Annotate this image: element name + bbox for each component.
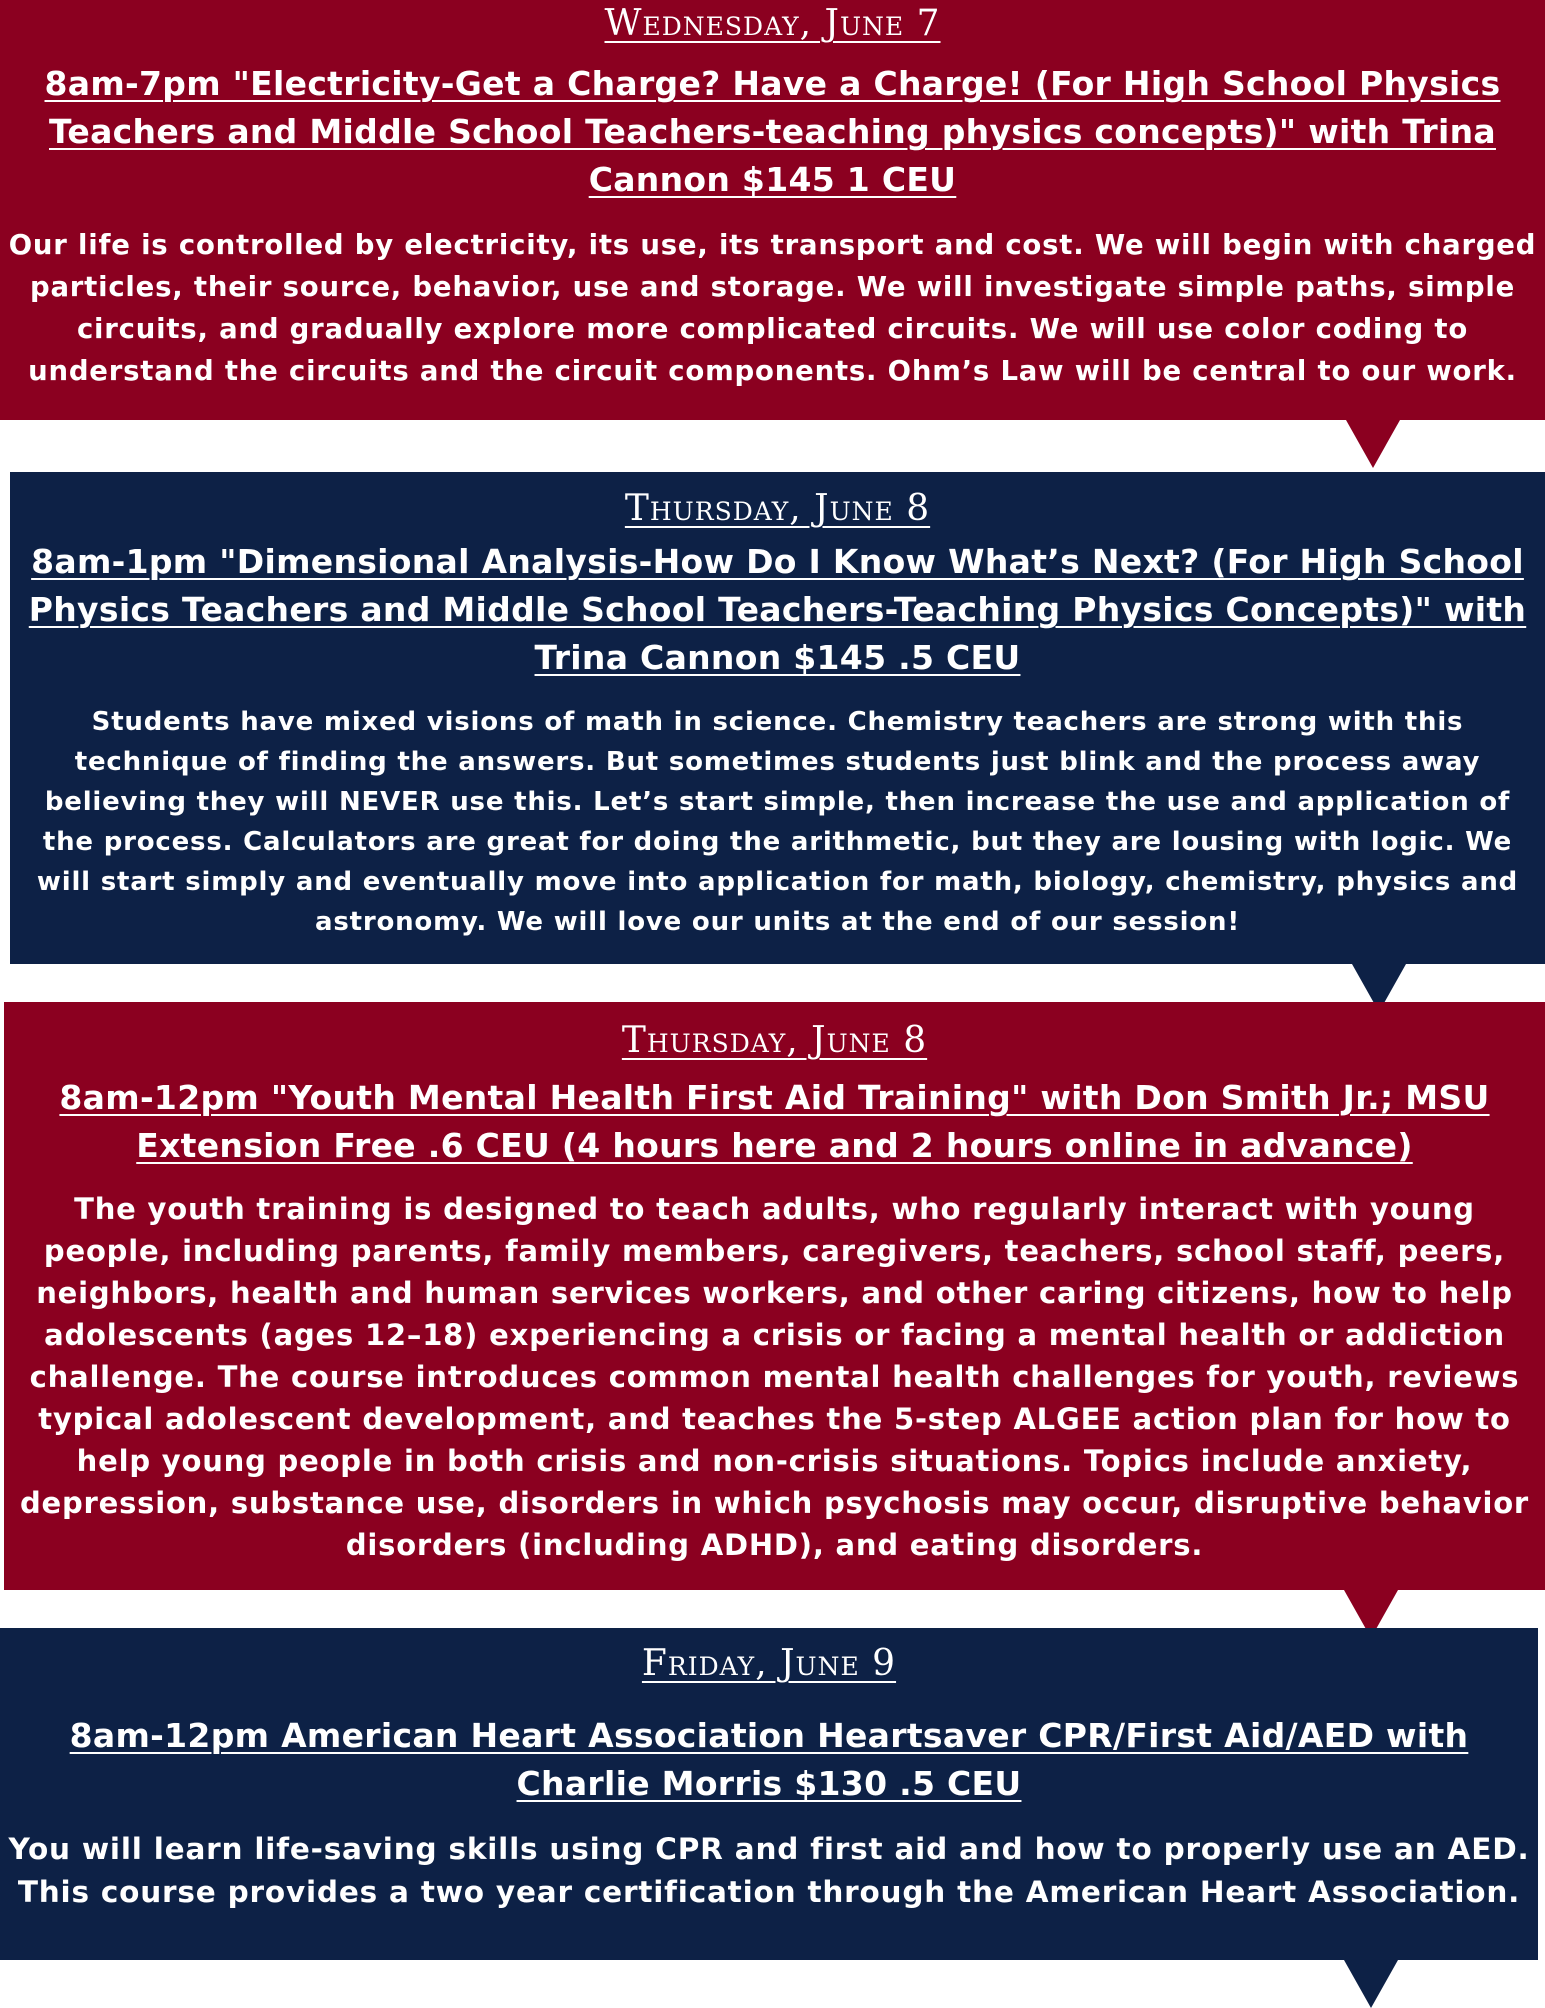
session-day-heading: Thursday, June 8	[621, 1020, 928, 1061]
session-day-heading: Friday, June 9	[641, 1643, 897, 1684]
session-day-heading: Thursday, June 8	[624, 488, 931, 529]
session-description: You will learn life-saving skills using CPR and first aid and how to properly use an AED. This course provides a two year certification through the American Heart Association.	[8, 1832, 1530, 1909]
session-title: 8am-7pm "Electricity-Get a Charge? Have a Charge! (For High School Physics Teachers and Middle School Teachers-teaching physics concepts)" with Trina Cannon $145 1 CEU	[44, 64, 1501, 199]
session-panel-thursday-june-8-youth-mental-health	[4, 1002, 1545, 1590]
session-title: 8am-12pm "Youth Mental Health First Aid Training" with Don Smith Jr.; MSU Extension Free .6 CEU (4 hours here and 2 hours online in advance)	[59, 1078, 1490, 1165]
session-title: 8am-12pm American Heart Association Heartsaver CPR/First Aid/AED with Charlie Morris $130 .5 CEU	[69, 1716, 1469, 1803]
session-panel-thursday-june-8-dimensional-analysis	[10, 472, 1545, 964]
session-day-heading: Wednesday, June 7	[604, 3, 941, 44]
session-panel-friday-june-9	[0, 1628, 1538, 1960]
callout-pointer	[1346, 420, 1400, 468]
session-description: Our life is controlled by electricity, its use, its transport and cost. We will begin with charged particles, their source, behavior, use and storage. We will investigate simple paths, simple circuits, and gradually explore more complicated circuits. We will use color coding to understand the circuits and the circuit components. Ohm’s Law will be central to our work.	[8, 229, 1537, 387]
session-panel-wednesday-june-7	[0, 0, 1545, 420]
session-description: Students have mixed visions of math in science. Chemistry teachers are strong with this technique of finding the answers. But sometimes students just blink and the process away believing they will NEVER use this. Let’s start simple, then increase the use and application of the process. Calculators are great for doing the arithmetic, but they are lousing with logic. We will start simply and eventually move into application for math, biology, chemistry, physics and astronomy. We will love our units at the end of our session!	[36, 707, 1519, 937]
callout-pointer	[1344, 1960, 1398, 2008]
session-title: 8am-1pm "Dimensional Analysis-How Do I Know What’s Next? (For High School Physics Teachers and Middle School Teachers-Teaching Physics Concepts)" with Trina Cannon $145 .5 CEU	[28, 542, 1527, 677]
session-description: The youth training is designed to teach adults, who regularly interact with young people, including parents, family members, caregivers, teachers, school staff, peers, neighbors, health and human services workers, and other caring citizens, how to help adolescents (ages 12–18) experiencing a crisis or facing a mental health or addiction challenge. The course introduces common mental health challenges for youth, reviews typical adolescent development, and teaches the 5-step ALGEE action plan for how to help young people in both crisis and non-crisis situations. Topics include anxiety, depression, substance use, disorders in which psychosis may occur, disruptive behavior disorders (including ADHD), and eating disorders.	[19, 1192, 1530, 1562]
